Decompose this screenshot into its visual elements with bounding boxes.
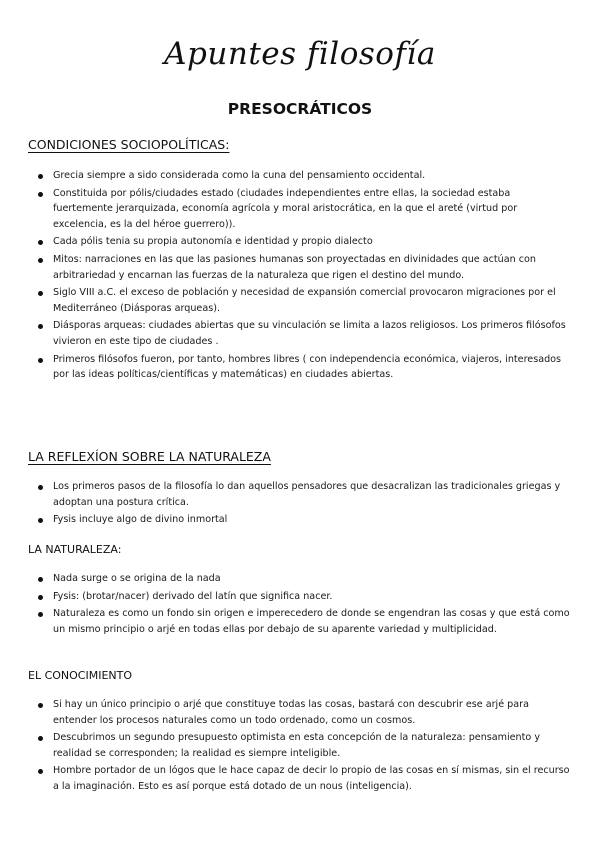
list-item: Diásporas arqueas: ciudades abiertas que su vinculación se limita a lazos religiosos. Los primeros filósofos vivieron en este tipo de ciudades . [36, 318, 570, 349]
page-subtitle: PRESOCRÁTICOS [227, 100, 373, 118]
page-title: Apuntes filosofía [164, 36, 436, 72]
list-item: Naturaleza es como un fondo sin origen e imperecedero de donde se engendran las cosas y que está como un mismo principio o arjé en todas ellas por debajo de su aparente variedad y multiplicidad. [36, 606, 570, 637]
list-item: Descubrimos un segundo presupuesto optimista en esta concepción de la naturaleza: pensamiento y realidad se corresponden; la realidad es siempre inteligible. [36, 730, 570, 761]
section-heading-reflexion: LA REFLEXÍON SOBRE LA NATURALEZA [28, 449, 271, 464]
list-item: Nada surge o se origina de la nada [36, 571, 570, 587]
bullet-list-reflexion [36, 479, 570, 530]
bullet-list-conocimiento [36, 697, 570, 797]
list-item: Mitos: narraciones en las que las pasiones humanas son proyectadas en divinidades que actúan con arbitrariedad y encarnan las fuerzas de la naturaleza que rigen el destino del mundo. [36, 252, 570, 283]
bullet-list-condiciones [36, 168, 570, 385]
list-item: Grecia siempre a sido considerada como la cuna del pensamiento occidental. [36, 168, 570, 184]
list-item: Los primeros pasos de la filosofía lo dan aquellos pensadores que desacralizan las tradicionales griegas y adoptan una postura crítica. [36, 479, 570, 510]
list-item: Si hay un único principio o arjé que constituye todas las cosas, bastará con descubrir ese arjé para entender los procesos naturales como un todo ordenado, como un cosmos. [36, 697, 570, 728]
list-item: Fysis: (brotar/nacer) derivado del latín que significa nacer. [36, 589, 570, 605]
list-item: Constituida por pólis/ciudades estado (ciudades independientes entre ellas, la sociedad estaba fuertemente jerarquizada, economía agrícola y moral aristocrática, en la que el areté (virtud por excelencia, es la del héroe guerrero)). [36, 186, 570, 233]
list-item: Siglo VIII a.C. el exceso de población y necesidad de expansión comercial provocaron migraciones por el Mediterráneo (Diásporas arqueas). [36, 285, 570, 316]
bullet-list-naturaleza [36, 571, 570, 639]
list-item: Primeros filósofos fueron, por tanto, hombres libres ( con independencia económica, viajeros, interesados por las ideas políticas/científicas y matemáticas) en ciudades abiertas. [36, 352, 570, 383]
list-item: Fysis incluye algo de divino inmortal [36, 512, 570, 528]
section-heading-conocimiento: EL CONOCIMIENTO [28, 669, 133, 682]
section-heading-condiciones: CONDICIONES SOCIOPOLÍTICAS: [28, 137, 230, 152]
list-item: Hombre portador de un lógos que le hace capaz de decir lo propio de las cosas en sí mismas, sin el recurso a la imaginación. Esto es así porque está dotado de un nous (inteligencia). [36, 763, 570, 794]
section-heading-naturaleza: LA NATURALEZA: [28, 543, 122, 556]
list-item: Cada pólis tenia su propia autonomía e identidad y propio dialecto [36, 234, 570, 250]
